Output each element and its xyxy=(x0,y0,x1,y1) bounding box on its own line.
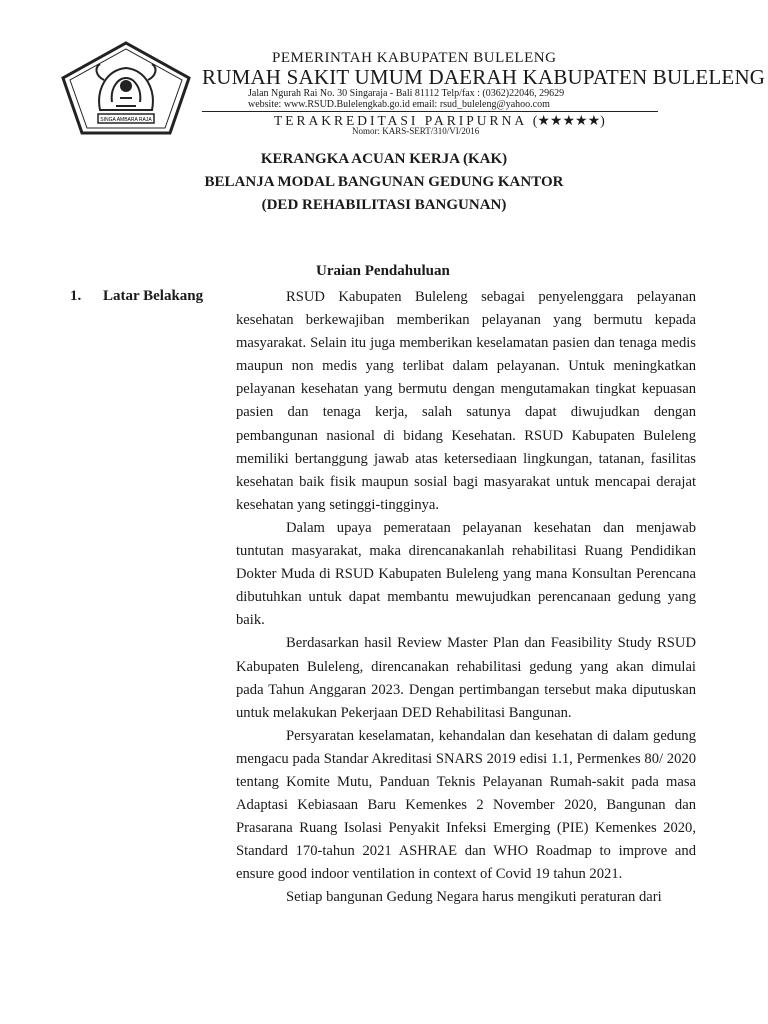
letterhead xyxy=(0,0,768,140)
letterhead-divider xyxy=(202,111,658,112)
hospital-address: Jalan Ngurah Rai No. 30 Singaraja - Bali 81112 Telp/fax : (0362)22046, 29629 xyxy=(248,88,565,99)
item-number: 1. xyxy=(70,288,82,304)
document-subtitle: BELANJA MODAL BANGUNAN GEDUNG KANTOR xyxy=(204,174,564,190)
section-heading: Uraian Pendahuluan xyxy=(316,263,450,279)
paragraph: RSUD Kabupaten Buleleng sebagai penyelenggara pelayanan kesehatan berkewajiban memberikan pelayanan yang bermutu kepada masyarakat. Selain itu juga memberikan keselamatan pasien dan tenaga medis maupun non medis yang terlibat dalam pelayanan. Untuk meningkatkan pelayanan kesehatan yang bermutu dengan mengutamakan tingkat kepuasan pasien dan tenaga kerja, salah satunya dapat diwujudkan dengan pembangunan nasional di bidang Kesehatan. RSUD Kabupaten Buleleng memiliki bertanggung jawab atas ketersediaan lingkungan, tatanan, fasilitas kesehatan baik fisik maupun sosial bagi masyarakat untuk mencapai derajat kesehatan yang setinggi-tingginya. xyxy=(236,289,696,513)
item-label: Latar Belakang xyxy=(103,288,204,304)
paragraph: Persyaratan keselamatan, kehandalan dan kesehatan di dalam gedung mengacu pada Standar Akreditasi SNARS 2019 edisi 1.1, Permenkes 80/ 2020 tentang Komite Mutu, Panduan Teknis Pelayanan Rumah-sakit pada masa Adaptasi Kebiasaan Baru Kemenkes 2 November 2020, Bangunan dan Prasarana Ruang Isolasi Penyakit Infeksi Emerging (PIE) Kemenkes 2020, Standard 170-tahun 2021 ASHRAE dan WHO Roadmap to improve and ensure good indoor ventilation in context of Covid 19 tahun 2021. xyxy=(236,727,696,883)
svg-text:SINGA AMBARA RAJA: SINGA AMBARA RAJA xyxy=(100,117,152,123)
document-title: KERANGKA ACUAN KERJA (KAK) xyxy=(260,151,508,167)
background-body xyxy=(236,286,696,910)
document-subtitle-detail: (DED REHABILITASI BANGUNAN) xyxy=(261,197,507,213)
accreditation-stars: (★★★★★) xyxy=(532,114,605,129)
accreditation-text: TERAKREDITASI PARIPURNA xyxy=(274,113,527,128)
buleleng-crest-logo xyxy=(60,40,192,136)
accreditation-number: Nomor: KARS-SERT/310/VI/2016 xyxy=(352,126,480,136)
paragraph: Dalam upaya pemerataan pelayanan kesehatan dan menjawab tuntutan masyarakat, maka direncanakanlah rehabilitasi Ruang Pendidikan Dokter Muda di RSUD Kabupaten Buleleng yang mana Konsultan Perencana dibutuhkan untuk dapat membantu mewujudkan perencanaan gedung yang baik. xyxy=(236,519,696,629)
government-name: PEMERINTAH KABUPATEN BULELENG xyxy=(272,50,557,66)
hospital-contact: website: www.RSUD.Bulelengkab.go.id email: rsud_buleleng@yahoo.com xyxy=(248,99,550,110)
paragraph: Setiap bangunan Gedung Negara harus mengikuti peraturan dari xyxy=(286,889,662,906)
paragraph: Berdasarkan hasil Review Master Plan dan Feasibility Study RSUD Kabupaten Buleleng, direncanakan rehabilitasi gedung yang akan dimulai pada Tahun Anggaran 2023. Dengan pertimbangan tersebut maka diputuskan untuk melakukan Pekerjaan DED Rehabilitasi Bangunan. xyxy=(236,635,696,721)
hospital-name: RUMAH SAKIT UMUM DAERAH KABUPATEN BULELENG xyxy=(202,65,766,89)
